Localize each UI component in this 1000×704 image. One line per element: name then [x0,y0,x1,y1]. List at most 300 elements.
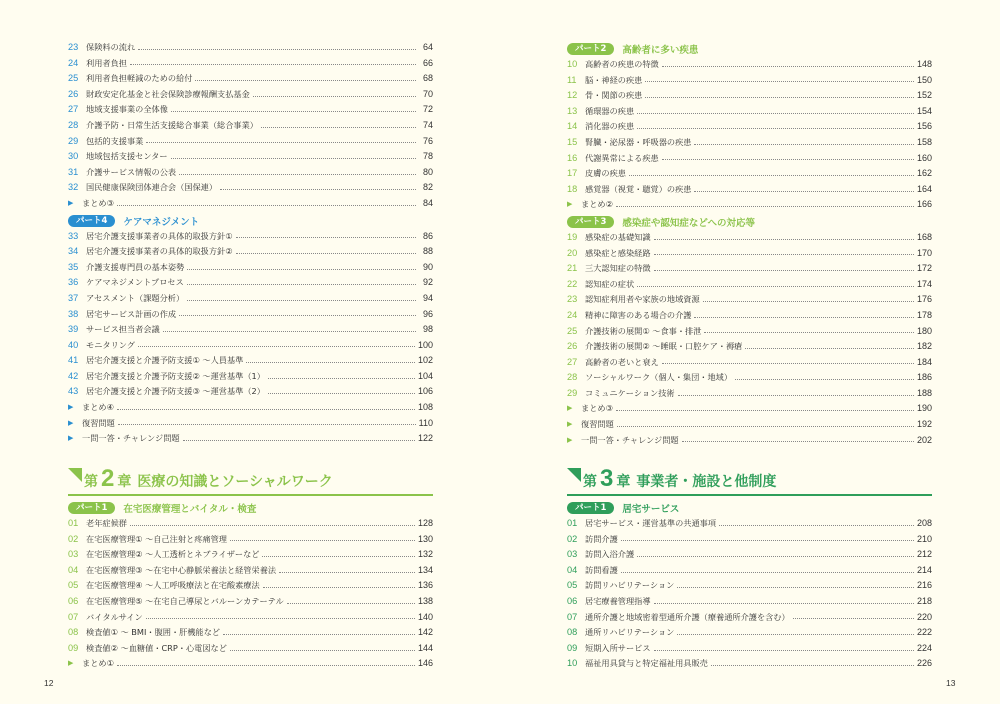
toc-entry[interactable] [567,246,932,262]
entry-title: モニタリング [86,339,135,350]
dot-leader [711,665,914,666]
entry-page: 104 [417,370,433,381]
entry-page: 192 [916,419,932,430]
toc-entry[interactable] [567,625,932,641]
dot-leader [677,634,914,635]
entry-number: 15 [567,136,578,147]
entry-page: 140 [417,611,433,622]
toc-entry[interactable] [68,291,433,307]
entry-number: 24 [68,57,79,68]
dot-leader [236,237,416,238]
entry-title: 介護技術の展開② ～睡眠・口腔ケア・褥瘡 [585,341,743,352]
dot-leader [230,650,415,651]
chapter-heading [68,465,433,491]
toc-entry[interactable] [68,516,433,532]
entry-page: 80 [422,166,433,177]
toc-entry[interactable] [68,353,433,369]
toc-entry[interactable] [567,277,932,293]
entry-number: 27 [68,104,79,115]
entry-title: 感染症と感染経路 [585,247,651,258]
entry-title: 訪問リハビリテーション [585,580,675,591]
entry-page: 108 [417,402,433,413]
entry-title: 消化器の疾患 [585,121,635,132]
toc-entry[interactable] [68,416,433,432]
entry-title: バイタルサイン [86,611,143,622]
toc-entry[interactable] [567,119,932,135]
toc-entry[interactable] [68,322,433,338]
entry-number: 01 [567,518,578,528]
dot-leader [745,348,914,349]
entry-page: 208 [916,518,932,528]
entry-page: 168 [916,231,932,242]
entry-number: 03 [68,549,79,560]
chapter-title: 事業者・施設と他制度 [636,474,777,490]
entry-page: 176 [916,294,932,305]
entry-page: 106 [417,386,433,397]
entry-number: 04 [567,564,578,575]
entry-number: 02 [567,533,578,544]
dot-leader [621,572,914,573]
entry-title: 居宅サービス・運営基準の共通事項 [585,518,717,528]
entry-number: 05 [68,580,79,591]
toc-entry[interactable] [68,563,433,579]
toc-entry[interactable] [567,182,932,198]
entry-page: 170 [916,247,932,258]
toc-entry[interactable] [68,369,433,385]
part-heading [567,41,932,57]
toc-entry[interactable] [68,229,433,245]
entry-number: 26 [68,88,79,99]
entry-number: 03 [567,549,578,560]
dot-leader [220,189,416,190]
entry-page: 142 [417,627,433,638]
entry-number: 28 [567,372,578,383]
entry-number: 16 [567,152,578,163]
entry-page: 216 [916,580,932,591]
entry-number: 31 [68,166,79,177]
dot-leader [678,395,914,396]
entry-title: 認知症の症状 [585,278,635,289]
entry-title: 居宅介護支援事業者の具体的取扱方針① [86,230,233,241]
entry-number: 19 [567,231,578,242]
entry-number: 41 [68,355,79,366]
entry-number: 04 [68,564,79,575]
entry-number: 23 [567,294,578,305]
chapter-heading [567,465,932,491]
toc-entry[interactable] [567,151,932,167]
entry-title: 老年症候群 [86,518,127,528]
toc-entry[interactable] [567,401,932,417]
toc-entry[interactable] [68,102,433,118]
toc-entry[interactable] [68,180,433,196]
toc-left-top [68,40,433,447]
entry-number: 32 [68,182,79,193]
toc-entry[interactable] [68,578,433,594]
entry-title: 感染症の基礎知識 [585,231,651,242]
entry-page: 226 [916,658,932,669]
toc-left-chapter2 [68,465,433,672]
entry-page: 90 [422,261,433,272]
entry-title: 介護技術の展開① ～食事・排泄 [585,325,702,336]
right-page [500,0,1000,704]
entry-title: 利用者負担 [86,57,127,68]
toc-entry[interactable] [68,384,433,400]
entry-title: 通所リハビリテーション [585,627,675,638]
entry-title: 国民健康保険団体連合会（国保連） [86,182,218,193]
dot-leader [268,393,415,394]
entry-page: 96 [422,308,433,319]
dot-leader [654,254,914,255]
entry-number: 09 [567,642,578,653]
toc-entry[interactable] [567,417,932,433]
toc-entry[interactable] [567,433,932,449]
page-number-left: 12 [44,678,54,688]
toc-entry[interactable] [68,40,433,56]
toc-entry[interactable] [68,625,433,641]
toc-entry[interactable] [567,594,932,610]
entry-title: 居宅サービス計画の作成 [86,308,177,319]
entry-page: 100 [417,339,433,350]
entry-number: 37 [68,292,79,303]
toc-entry[interactable] [567,88,932,104]
entry-page: 160 [916,152,932,163]
chapter-number: 2 [101,465,115,492]
entry-number: 11 [567,74,577,85]
dot-leader [662,66,914,67]
triangle-bullet-icon: ▶ [567,435,573,444]
dot-leader [662,363,914,364]
entry-title: 財政安定化基金と社会保険診療報酬支払基金 [86,88,250,99]
chapter-rule [567,494,932,496]
entry-number: 06 [567,595,578,606]
toc-entry[interactable] [567,386,932,402]
toc-entry[interactable] [567,261,932,277]
toc-entry[interactable] [68,56,433,72]
dot-leader [118,424,416,425]
entry-page: 134 [417,564,433,575]
dot-leader [138,49,416,50]
entry-page: 222 [916,627,932,638]
entry-number: 33 [68,230,79,241]
chapter-prefix: 第 [84,474,98,490]
toc-entry[interactable] [68,656,433,672]
dot-leader [637,113,914,114]
entry-title: 皮膚の疾患 [585,168,626,179]
part-heading [567,500,932,516]
entry-title: 地域支援事業の全体像 [86,104,168,115]
entry-title: 居宅介護支援と介護予防支援② ～運営基準（1） [86,370,265,381]
entry-page: 164 [916,183,932,194]
toc-entry[interactable] [68,196,433,212]
entry-title: 居宅介護支援と介護予防支援① ～人員基準 [86,355,244,366]
entry-page: 88 [422,246,433,257]
toc-entry[interactable] [68,532,433,548]
dot-leader [703,301,914,302]
dot-leader [793,618,914,619]
dot-leader [187,300,416,301]
entry-title: 介護サービス情報の公表 [86,166,177,177]
entry-page: 130 [417,533,433,544]
entry-page: 158 [916,136,932,147]
entry-page: 66 [422,57,433,68]
entry-number: 39 [68,324,79,335]
entry-title: ソーシャルワーク（個人・集団・地域） [585,372,733,383]
chapter-prefix: 第 [583,474,597,490]
entry-number: 28 [68,119,79,130]
entry-number: 40 [68,339,79,350]
entry-page: 110 [418,417,433,428]
entry-title: 地域包括支援センター [86,151,168,162]
part-label-badge: パート2 [567,43,614,55]
entry-page: 224 [916,642,932,653]
toc-entry[interactable] [567,308,932,324]
entry-title: コミュニケーション技術 [585,387,675,398]
part-label-badge: パート4 [68,215,115,227]
entry-title: 在宅医療管理⑤ ～在宅自己導尿とバルーンカテーテル [86,595,284,606]
entry-title: 精神に障害のある場合の介護 [585,309,692,320]
entry-page: 214 [916,564,932,575]
toc-entry[interactable] [567,532,932,548]
page-number-right: 13 [946,678,956,688]
entry-page: 68 [422,73,433,84]
dot-leader [262,556,415,557]
toc-entry[interactable] [68,307,433,323]
entry-number: 05 [567,580,578,591]
toc-entry[interactable] [567,197,932,213]
toc-entry[interactable] [68,149,433,165]
toc-entry[interactable] [68,547,433,563]
entry-number: 27 [567,356,578,367]
entry-number: 17 [567,168,578,179]
dot-leader [263,587,415,588]
toc-entry[interactable] [68,400,433,416]
entry-page: 186 [916,372,932,383]
dot-leader [287,603,415,604]
entry-page: 70 [422,88,433,99]
entry-title: 高齢者の疾患の特徴 [585,59,659,69]
part-label-badge: パート1 [567,502,614,514]
dot-leader [654,239,914,240]
toc-entry[interactable] [68,641,433,657]
entry-title: 訪問介護 [585,533,618,544]
entry-page: 178 [916,309,932,320]
dot-leader [138,346,415,347]
entry-page: 78 [422,151,433,162]
entry-number: 38 [68,308,79,319]
entry-page: 182 [916,341,932,352]
entry-title: 介護予防・日常生活支援総合事業（総合事業） [86,119,258,130]
entry-title: 在宅医療管理① ～自己注射と疼痛管理 [86,533,227,544]
dot-leader [616,206,914,207]
toc-entry[interactable] [567,610,932,626]
part-name: 高齢者に多い疾患 [622,45,699,56]
entry-title: 訪問入浴介護 [585,549,635,560]
entry-page: 152 [916,90,932,101]
entry-number: 21 [567,263,578,274]
entry-number: 14 [567,121,578,132]
entry-title: 包括的支援事業 [86,135,144,146]
dot-leader [654,270,914,271]
dot-leader [117,409,415,410]
entry-number: 24 [567,309,578,320]
part-label-badge: パート1 [68,502,115,514]
entry-title: 骨・関節の疾患 [585,90,643,101]
toc-entry[interactable] [567,73,932,89]
entry-title: 一問一答・チャレンジ問題 [82,433,180,444]
toc-entry[interactable] [68,165,433,181]
part-name: 居宅サービス [622,504,680,515]
entry-title: 訪問看護 [585,564,618,575]
part-name: 在宅医療管理とバイタル・検査 [123,504,257,515]
dot-leader [637,556,914,557]
toc-entry[interactable] [567,339,932,355]
toc-entry[interactable] [68,431,433,447]
dot-leader [654,603,914,604]
entry-title: ケアマネジメントプロセス [86,277,184,288]
entry-number: 43 [68,386,79,397]
entry-title: 復習問題 [82,417,115,428]
entry-title: 代謝異常による疾患 [585,152,659,163]
entry-page: 180 [916,325,932,336]
dot-leader [654,650,914,651]
toc-entry[interactable] [567,641,932,657]
dot-leader [645,81,914,82]
triangle-bullet-icon: ▶ [68,198,74,207]
dot-leader [171,111,416,112]
dot-leader [677,587,914,588]
toc-entry[interactable] [567,292,932,308]
dot-leader [146,142,416,143]
entry-page: 94 [422,292,433,303]
entry-title: 短期入所サービス [585,642,651,653]
toc-entry[interactable] [567,547,932,563]
toc-entry[interactable] [567,324,932,340]
entry-page: 156 [916,121,932,132]
dot-leader [735,379,914,380]
entry-page: 184 [916,356,932,367]
toc-entry[interactable] [567,370,932,386]
entry-page: 218 [916,595,932,606]
entry-number: 42 [68,370,79,381]
toc-entry[interactable] [68,118,433,134]
dot-leader [645,97,914,98]
dot-leader [617,426,914,427]
entry-page: 174 [916,278,932,289]
entry-number: 09 [68,642,79,653]
part-heading [68,500,433,516]
toc-right-chapter3 [567,465,932,672]
part-label-badge: パート3 [567,216,614,228]
toc-entry[interactable] [567,656,932,672]
entry-page: 162 [916,168,932,179]
toc-entry[interactable] [68,338,433,354]
dot-leader [223,634,415,635]
toc-entry[interactable] [567,135,932,151]
dot-leader [183,440,415,441]
entry-title: 脳・神経の疾患 [585,74,643,85]
entry-page: 220 [916,611,932,622]
toc-entry[interactable] [567,578,932,594]
entry-page: 84 [422,197,433,208]
entry-page: 144 [417,642,433,653]
toc-entry[interactable] [567,230,932,246]
dot-leader [187,269,416,270]
dot-leader [694,317,914,318]
entry-page: 146 [417,658,433,669]
dot-leader [616,410,914,411]
entry-number: 29 [68,135,79,146]
chapter-title: 医療の知識とソーシャルワーク [137,474,333,490]
dot-leader [261,127,416,128]
entry-page: 166 [916,199,932,210]
entry-page: 172 [916,263,932,274]
entry-number: 22 [567,278,578,289]
toc-entry[interactable] [567,166,932,182]
toc-entry[interactable] [567,355,932,371]
entry-title: 腎臓・泌尿器・呼吸器の疾患 [585,136,692,147]
toc-entry[interactable] [567,516,932,532]
entry-title: 在宅医療管理② ～人工透析とネブライザーなど [86,549,260,560]
entry-page: 122 [417,433,433,444]
dot-leader [179,174,416,175]
toc-entry[interactable] [68,244,433,260]
chapter-rule [68,494,433,496]
dot-leader [179,315,416,316]
toc-entry[interactable] [68,71,433,87]
triangle-bullet-icon: ▶ [68,418,74,427]
entry-number: 25 [567,325,578,336]
triangle-bullet-icon: ▶ [68,434,74,443]
dot-leader [637,286,914,287]
entry-title: 居宅介護支援と介護予防支援③ ～運営基準（2） [86,386,265,397]
entry-page: 86 [422,230,433,241]
entry-page: 82 [422,182,433,193]
entry-number: 10 [567,658,578,669]
toc-entry[interactable] [68,134,433,150]
triangle-bullet-icon: ▶ [567,404,573,413]
dot-leader [130,64,416,65]
entry-number: 08 [567,627,578,638]
toc-entry[interactable] [68,275,433,291]
entry-number: 08 [68,627,79,638]
entry-page: 74 [422,119,433,130]
entry-number: 30 [68,151,79,162]
entry-title: 検査値① ～ BMI・腹囲・肝機能など [86,627,221,638]
toc-entry[interactable] [567,104,932,120]
toc-entry[interactable] [68,594,433,610]
entry-page: 148 [916,59,932,69]
entry-title: 循環器の疾患 [585,105,635,116]
entry-number: 23 [68,42,79,52]
toc-entry[interactable] [68,87,433,103]
entry-page: 76 [422,135,433,146]
dot-leader [629,175,914,176]
dot-leader [253,96,416,97]
dot-leader [171,158,416,159]
entry-page: 128 [417,518,433,528]
entry-page: 190 [916,403,932,414]
entry-title: アセスメント（課題分析） [86,292,185,303]
entry-page: 64 [422,42,433,52]
toc-entry[interactable] [68,610,433,626]
toc-entry[interactable] [68,260,433,276]
entry-page: 150 [916,74,932,85]
toc-entry[interactable] [567,563,932,579]
entry-page: 102 [417,355,433,366]
toc-entry[interactable] [567,57,932,73]
entry-title: 福祉用具貸与と特定福祉用具販売 [585,658,708,669]
chapter-triangle-icon [68,468,82,482]
